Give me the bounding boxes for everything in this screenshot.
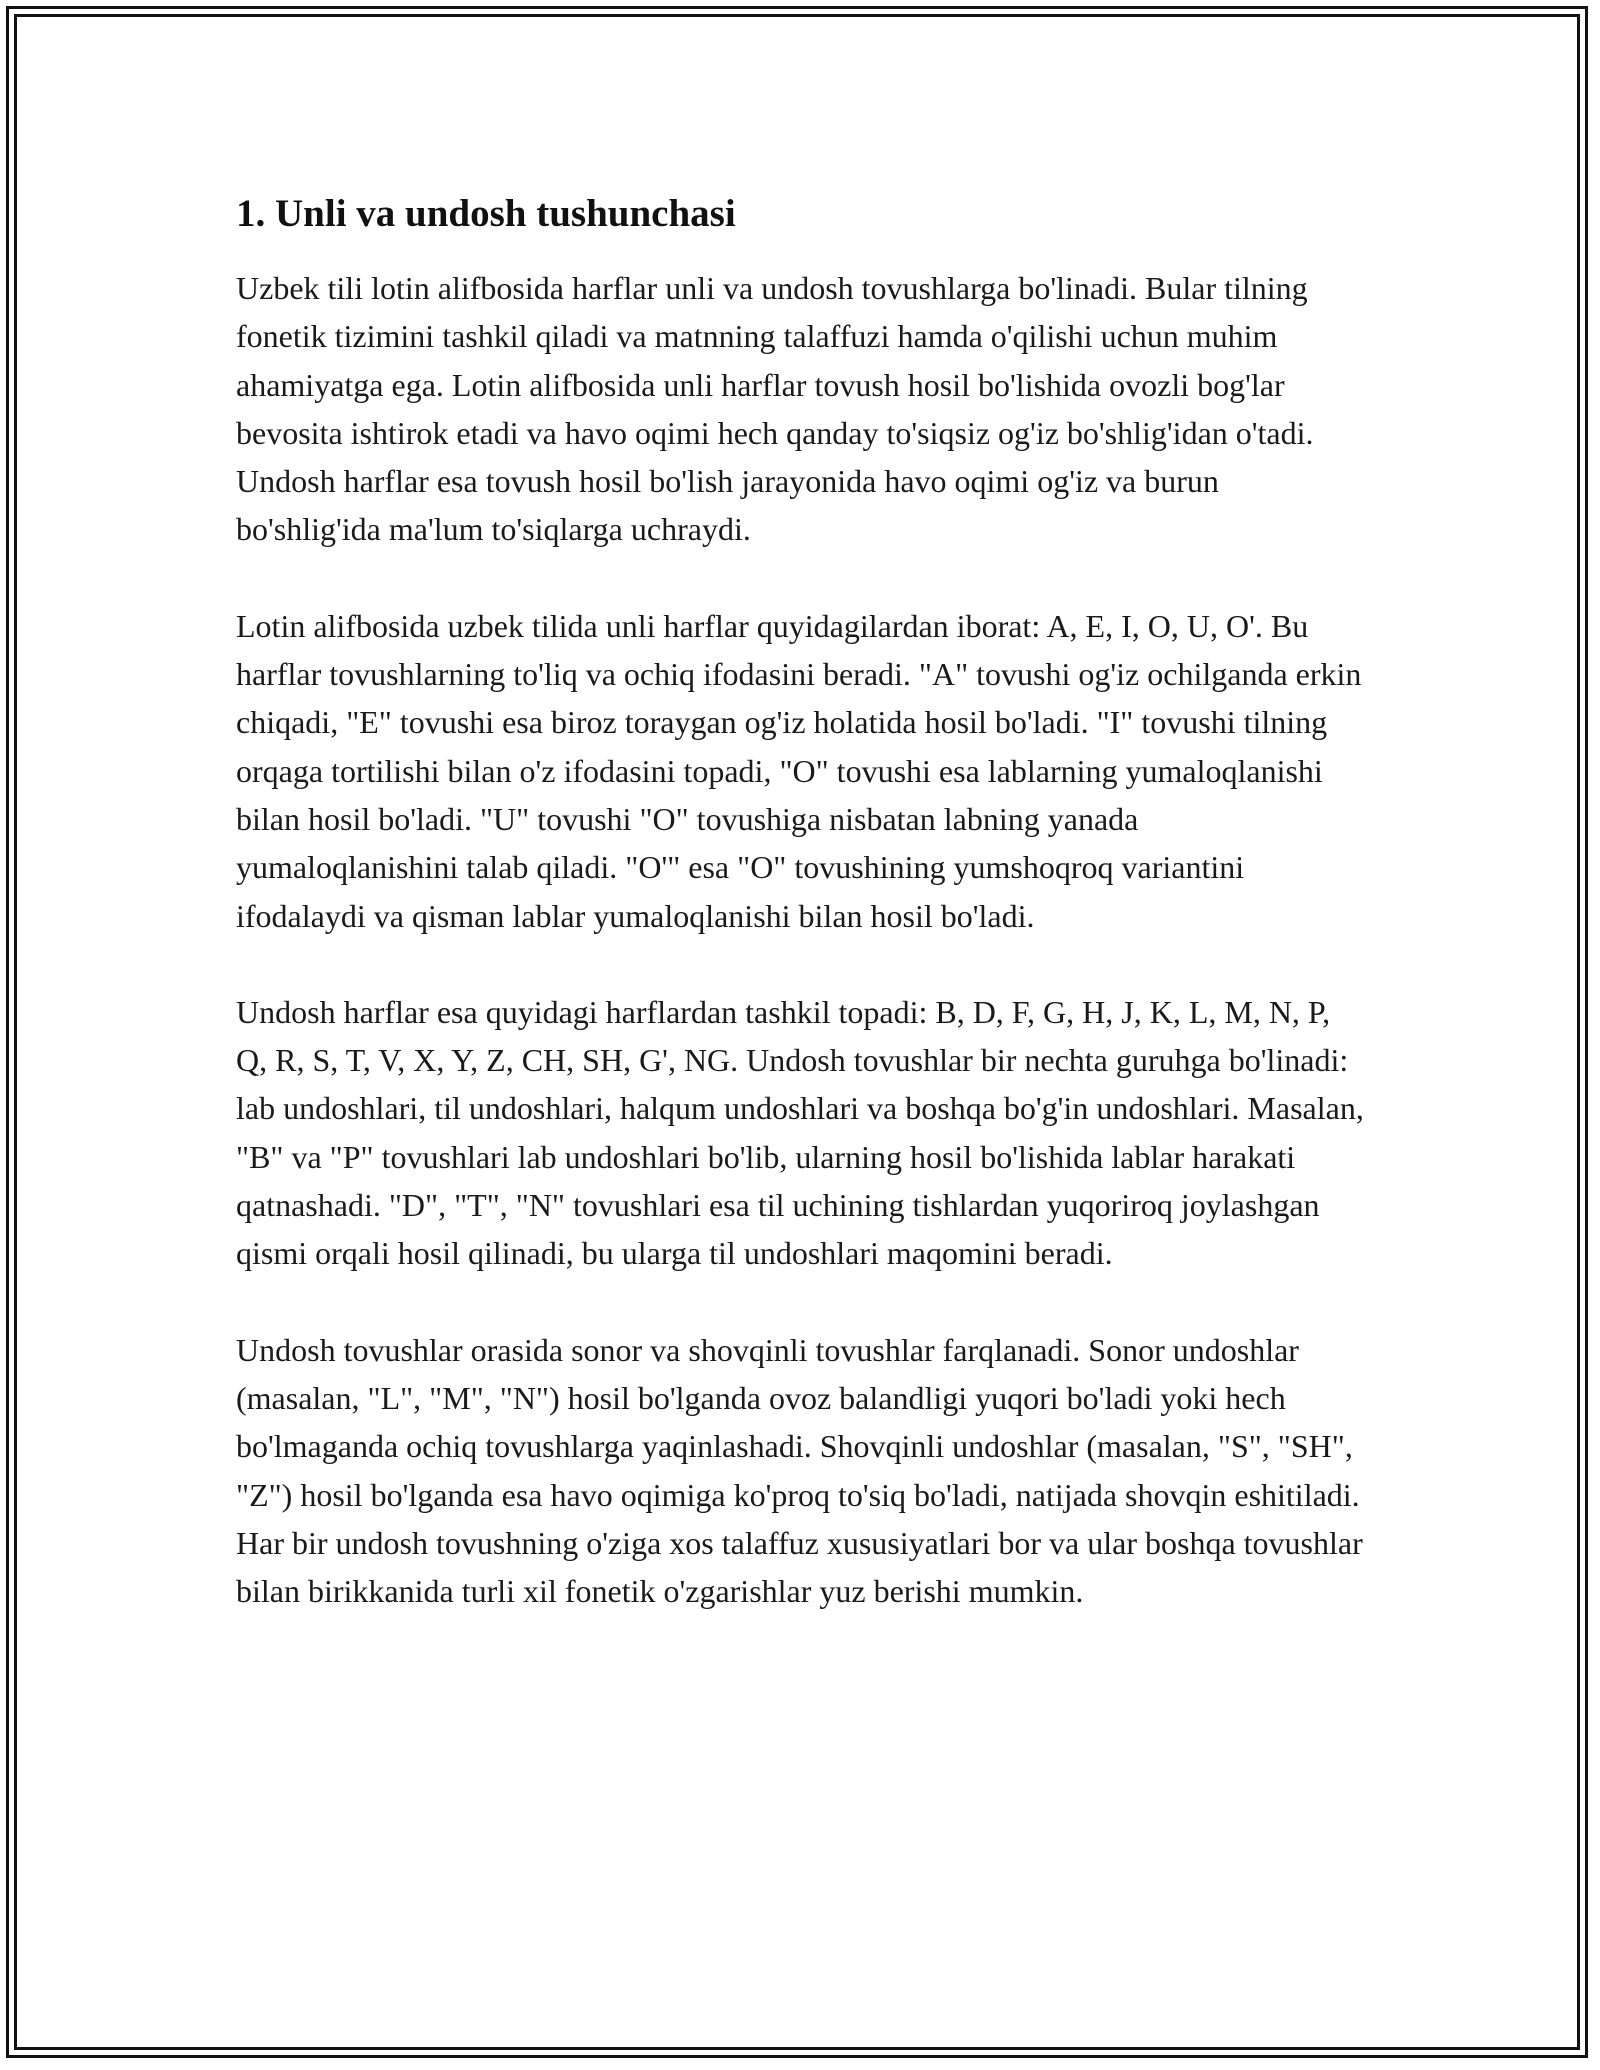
document-body (236, 188, 1366, 1663)
paragraph-consonants: Undosh harflar esa quyidagi harflardan tashkil topadi: B, D, F, G, H, J, K, L, M, N, P, Q, R, S, T, V, X, Y, Z, CH, SH, G', NG. Undosh tovushlar bir nechta guruhga bo'linadi: lab undoshlari, til undoshlari, halqum undoshlari va boshqa bo'g'in undoshlari. Masalan, "B" va "P" tovushlari lab undoshlari bo'lib, ularning hosil bo'lishida lablar harakati qatnashadi. "D", "T", "N" tovushlari esa til uchining tishlardan yuqoriroq joylashgan qismi orqali hosil qilinadi, bu ularga til undoshlari maqomini beradi. (236, 993, 1364, 1272)
paragraph-sonorant-noisy: Undosh tovushlar orasida sonor va shovqinli tovushlar farqlanadi. Sonor undoshlar (masalan, "L", "M", "N") hosil bo'lganda ovoz balandligi yuqori bo'ladi yoki hech bo'lmaganda ochiq tovushlarga yaqinlashadi. Shovqinli undoshlar (masalan, "S", "SH", "Z") hosil bo'lganda esa havo oqimiga ko'proq to'siq bo'ladi, natijada shovqin eshitiladi. Har bir undosh tovushning o'ziga xos talaffuz xususiyatlari bor va ular boshqa tovushlar bilan birikkanida turli xil fonetik o'zgarishlar yuz berishi mumkin. (236, 1331, 1363, 1610)
section-heading: 1. Unli va undosh tushunchasi (236, 192, 736, 235)
paragraph-vowels: Lotin alifbosida uzbek tilida unli harflar quyidagilardan iborat: A, E, I, O, U, O'. Bu harflar tovushlarning to'liq va ochiq ifodasini beradi. "A" tovushi og'iz ochilganda erkin chiqadi, "E" tovushi esa biroz toraygan og'iz holatida hosil bo'ladi. "I" tovushi tilning orqaga tortilishi bilan o'z ifodasini topadi, "O" tovushi esa lablarning yumaloqlanishi bilan hosil bo'ladi. "U" tovushi "O" tovushiga nisbatan labning yanada yumaloqlanishini talab qiladi. "O'" esa "O" tovushining yumshoqroq variantini ifodalaydi va qisman lablar yumaloqlanishi bilan hosil bo'ladi. (236, 607, 1362, 934)
paragraph-intro: Uzbek tili lotin alifbosida harflar unli va undosh tovushlarga bo'linadi. Bular tilning fonetik tizimini tashkil qiladi va matnning talaffuzi hamda o'qilishi uchun muhim ahamiyatga ega. Lotin alifbosida unli harflar tovush hosil bo'lishida ovozli bog'lar bevosita ishtirok etadi va havo oqimi hech qanday to'siqsiz og'iz bo'shlig'idan o'tadi. Undosh harflar esa tovush hosil bo'lish jarayonida havo oqimi og'iz va burun bo'shlig'ida ma'lum to'siqlarga uchraydi. (236, 270, 1314, 548)
